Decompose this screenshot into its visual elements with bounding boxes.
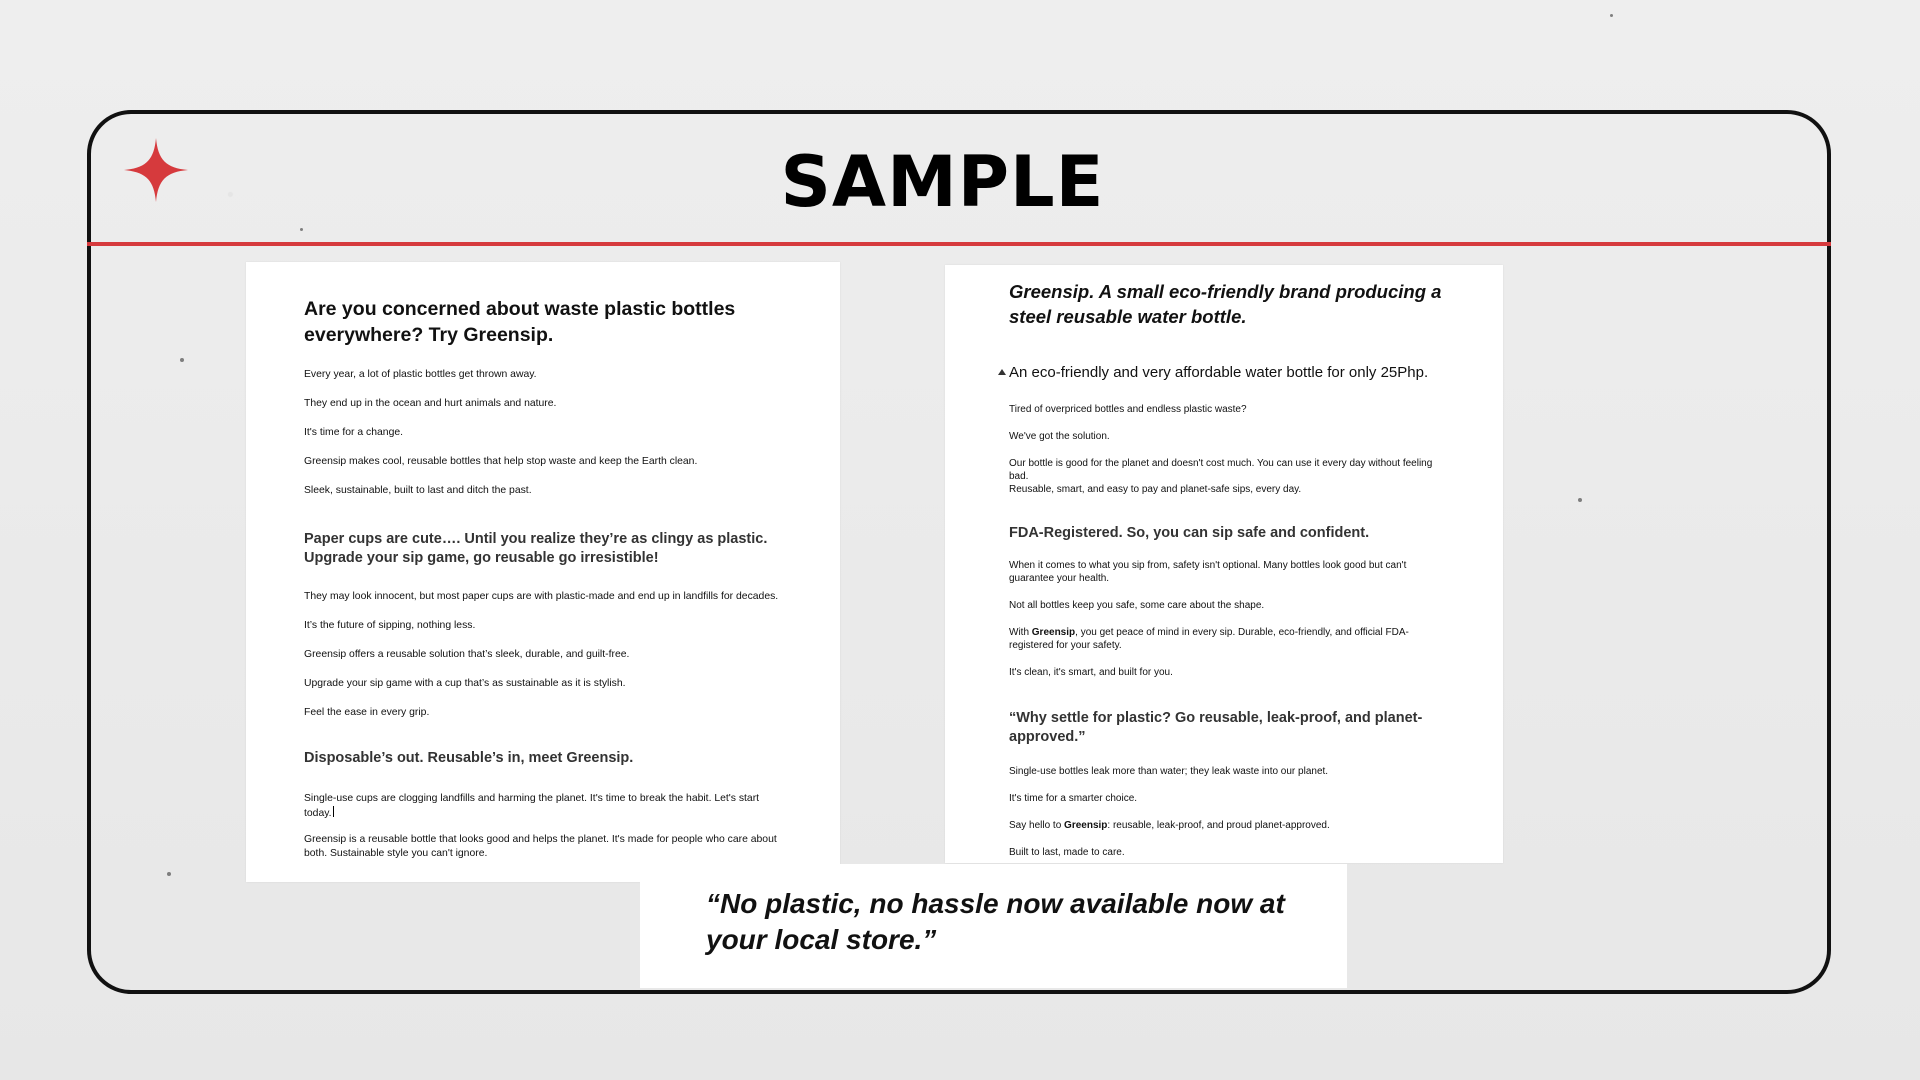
left-paragraph: Upgrade your sip game with a cup that’s as sustainable as it is stylish. (304, 678, 626, 689)
right-lead-text: An eco-friendly and very affordable water bottle for only 25Php. (1009, 364, 1429, 381)
right-paragraph: It's time for a smarter choice. (1009, 793, 1138, 804)
right-paragraph: Single-use bottles leak more than water; they leak waste into our planet. (1009, 766, 1329, 777)
right-section-heading: “Why settle for plastic? Go reusable, leak-proof, and planet-approved.” (1009, 710, 1423, 745)
left-paragraph: It's time for a change. (304, 427, 404, 438)
right-paragraph-text: , you get peace of mind in every sip. Durable, eco-friendly, and official FDA-registered for your safety. (1009, 627, 1409, 651)
right-lead (1009, 363, 1445, 383)
right-document-page (945, 265, 1503, 863)
left-paragraph: Every year, a lot of plastic bottles get thrown away. (304, 369, 537, 380)
left-paragraph (304, 792, 782, 821)
background-speck (1610, 14, 1613, 17)
quote-text: “No plastic, no hassle now available now at your local store.” (706, 888, 1285, 955)
right-paragraph-text: Say hello to (1009, 820, 1065, 831)
right-paragraph: Reusable, smart, and easy to pay and planet-safe sips, every day. (1009, 484, 1302, 495)
quote-card (640, 864, 1347, 988)
text-cursor (333, 806, 334, 817)
right-paragraph (1009, 626, 1445, 652)
right-paragraph: Our bottle is good for the planet and doesn't cost much. You can use it every day without feeling bad. (1009, 458, 1433, 482)
right-paragraph: Not all bottles keep you safe, some care about the shape. (1009, 600, 1265, 611)
left-paragraph: Feel the ease in every grip. (304, 707, 430, 718)
collapse-triangle-icon[interactable] (998, 369, 1006, 375)
right-paragraph: We've got the solution. (1009, 431, 1110, 442)
left-paragraph: It’s the future of sipping, nothing less. (304, 620, 476, 631)
brand-name: Greensip (1031, 627, 1076, 638)
right-paragraph-text: : reusable, leak-proof, and proud planet-approved. (1107, 820, 1330, 831)
left-paragraph: Greensip is a reusable bottle that looks good and helps the planet. It's made for people who care about both. Sustainable style you can't ignore. (304, 834, 777, 859)
right-paragraph-text: With (1009, 627, 1032, 638)
right-paragraph: Built to last, made to care. (1009, 847, 1125, 858)
right-paragraph: It's clean, it's smart, and built for you. (1009, 667, 1173, 678)
right-heading: Greensip. A small eco-friendly brand producing a steel reusable water bottle. (1009, 281, 1442, 327)
left-paragraph: They may look innocent, but most paper cups are with plastic-made and end up in landfills for decades. (304, 591, 779, 602)
brand-name: Greensip (1064, 820, 1108, 831)
header-divider (87, 242, 1831, 246)
page-title: SAMPLE (780, 141, 1105, 223)
left-section-heading: Disposable’s out. Reusable’s in, meet Greensip. (304, 750, 634, 766)
left-heading: Are you concerned about waste plastic bottles everywhere? Try Greensip. (304, 298, 736, 346)
right-section-heading: FDA-Registered. So, you can sip safe and confident. (1009, 525, 1370, 541)
left-paragraph: Greensip makes cool, reusable bottles that help stop waste and keep the Earth clean. (304, 456, 698, 467)
right-paragraph (1009, 819, 1445, 832)
right-paragraph: Tired of overpriced bottles and endless plastic waste? (1009, 404, 1247, 415)
left-section-heading: Paper cups are cute…. Until you realize they’re as clingy as plastic. Upgrade your sip game, go reusable go irresistible! (304, 531, 768, 566)
left-paragraph: Greensip offers a reusable solution that’s sleek, durable, and guilt-free. (304, 649, 630, 660)
right-paragraph: When it comes to what you sip from, safety isn't optional. Many bottles look good but can't guarantee your health. (1009, 560, 1407, 584)
left-paragraph: They end up in the ocean and hurt animals and nature. (304, 398, 557, 409)
left-paragraph: Sleek, sustainable, built to last and ditch the past. (304, 485, 532, 496)
left-document-page (246, 262, 840, 882)
left-paragraph-text: Single-use cups are clogging landfills and harming the planet. It's time to break the habit. Let's start today. (304, 793, 760, 819)
